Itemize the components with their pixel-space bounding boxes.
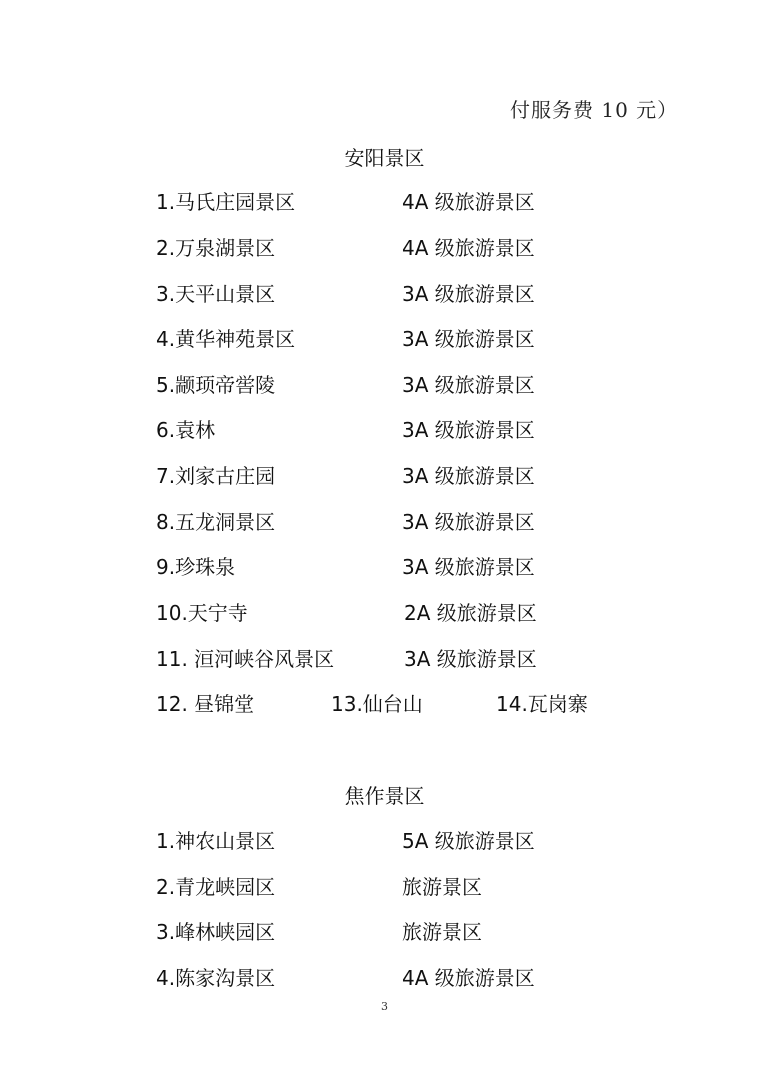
list-item bbox=[0, 506, 769, 536]
scenic-grade: 3A 级旅游景区 bbox=[404, 647, 537, 671]
scenic-grade: 旅游景区 bbox=[402, 920, 482, 944]
list-item bbox=[0, 323, 769, 353]
list-item bbox=[0, 414, 769, 444]
scenic-name: 2.青龙峡园区 bbox=[156, 875, 276, 899]
scenic-name: 13.仙台山 bbox=[331, 692, 423, 716]
scenic-name: 4.黄华神苑景区 bbox=[156, 327, 296, 351]
scenic-name: 3.峰林峡园区 bbox=[156, 920, 276, 944]
scenic-grade: 4A 级旅游景区 bbox=[402, 190, 535, 214]
scenic-name: 8.五龙洞景区 bbox=[156, 510, 276, 534]
scenic-grade: 3A 级旅游景区 bbox=[402, 282, 535, 306]
scenic-name: 9.珍珠泉 bbox=[156, 555, 236, 579]
scenic-grade: 3A 级旅游景区 bbox=[402, 327, 535, 351]
scenic-name: 1.马氏庄园景区 bbox=[156, 190, 296, 214]
list-item bbox=[0, 825, 769, 855]
anyang-section-title: 安阳景区 bbox=[344, 146, 425, 170]
scenic-name: 2.万泉湖景区 bbox=[156, 236, 276, 260]
scenic-name: 4.陈家沟景区 bbox=[156, 966, 276, 990]
scenic-name: 10.天宁寺 bbox=[156, 601, 248, 625]
list-item bbox=[0, 278, 769, 308]
list-item bbox=[0, 460, 769, 490]
scenic-grade: 旅游景区 bbox=[402, 875, 482, 899]
scenic-grade: 3A 级旅游景区 bbox=[402, 555, 535, 579]
scenic-grade: 3A 级旅游景区 bbox=[402, 373, 535, 397]
jiaozuo-section-title: 焦作景区 bbox=[344, 784, 425, 808]
scenic-name: 3.天平山景区 bbox=[156, 282, 276, 306]
scenic-name: 12. 昼锦堂 bbox=[156, 692, 255, 716]
scenic-name: 6.袁林 bbox=[156, 418, 216, 442]
scenic-grade: 3A 级旅游景区 bbox=[402, 464, 535, 488]
scenic-name: 11. 洹河峡谷风景区 bbox=[156, 647, 335, 671]
page-number: 3 bbox=[381, 1000, 388, 1013]
scenic-name: 7.刘家古庄园 bbox=[156, 464, 276, 488]
list-item bbox=[0, 643, 769, 673]
list-item bbox=[0, 916, 769, 946]
list-item bbox=[0, 369, 769, 399]
scenic-name: 1.神农山景区 bbox=[156, 829, 276, 853]
list-item bbox=[0, 871, 769, 901]
list-item bbox=[0, 551, 769, 581]
scenic-grade: 4A 级旅游景区 bbox=[402, 236, 535, 260]
scenic-name: 5.颛顼帝喾陵 bbox=[156, 373, 276, 397]
list-item bbox=[0, 688, 769, 718]
list-item bbox=[0, 232, 769, 262]
top-note: 付服务费 10 元） bbox=[510, 98, 679, 122]
scenic-name: 14.瓦岗寨 bbox=[496, 692, 588, 716]
scenic-grade: 4A 级旅游景区 bbox=[402, 966, 535, 990]
list-item bbox=[0, 186, 769, 216]
scenic-grade: 5A 级旅游景区 bbox=[402, 829, 535, 853]
scenic-grade: 3A 级旅游景区 bbox=[402, 510, 535, 534]
list-item bbox=[0, 597, 769, 627]
list-item bbox=[0, 962, 769, 992]
scenic-grade: 3A 级旅游景区 bbox=[402, 418, 535, 442]
scenic-grade: 2A 级旅游景区 bbox=[404, 601, 537, 625]
